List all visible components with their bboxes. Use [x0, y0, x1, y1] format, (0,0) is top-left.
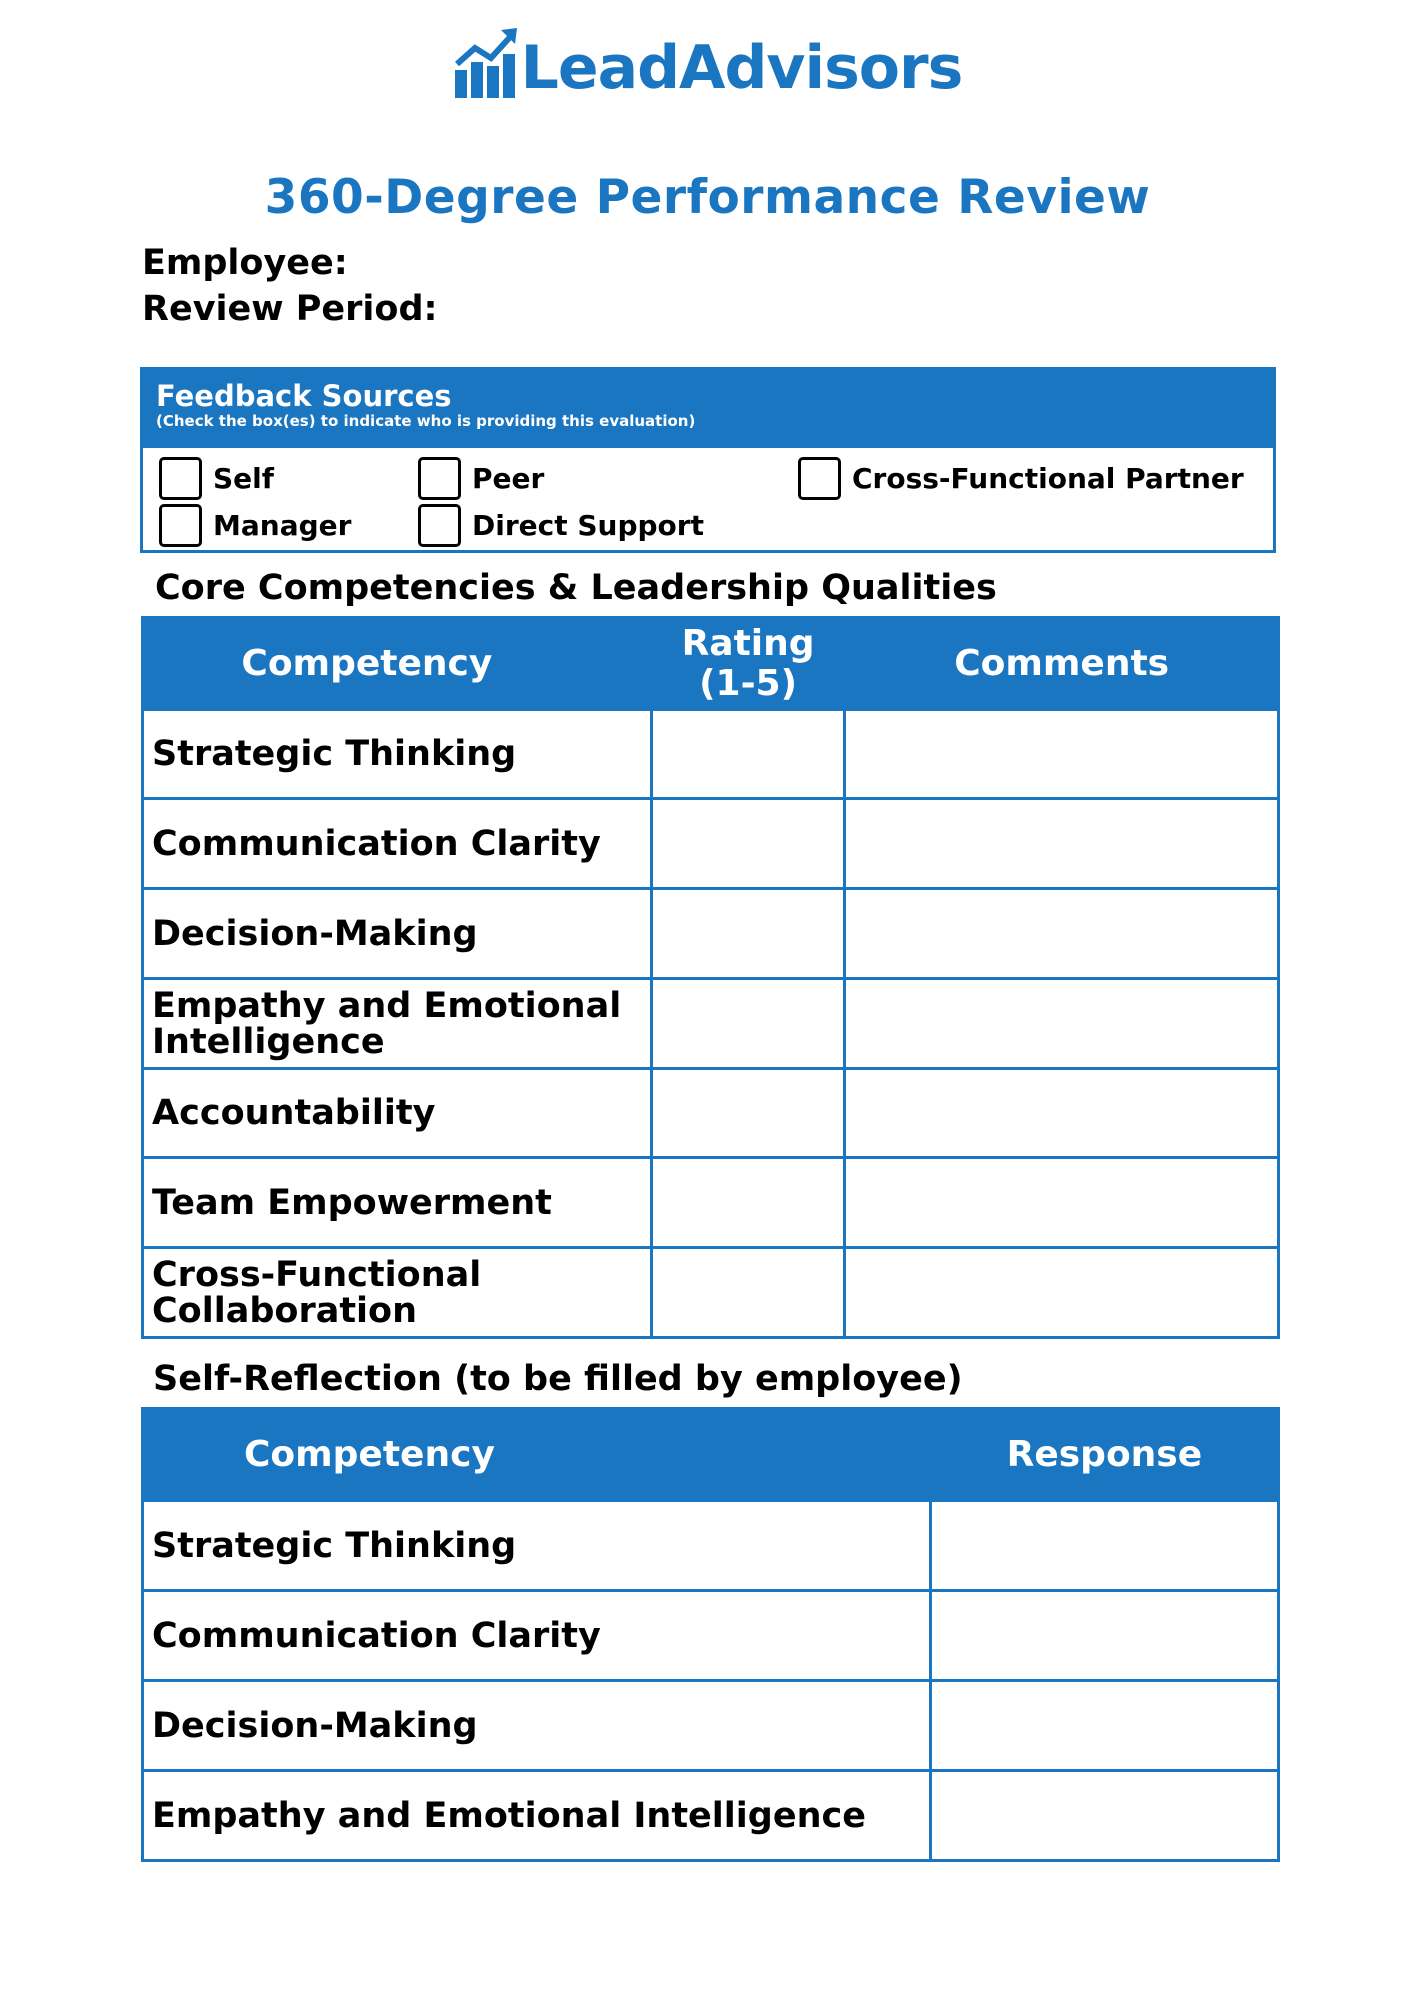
table-row — [143, 1158, 1279, 1248]
competency-label: Accountability — [143, 1069, 652, 1158]
self-reflection-table — [141, 1407, 1280, 1862]
response-cell[interactable] — [930, 1771, 1278, 1861]
competency-label: Strategic Thinking — [143, 710, 652, 799]
rating-cell[interactable] — [651, 799, 845, 889]
rating-cell[interactable] — [651, 710, 845, 799]
competency-label: Decision-Making — [143, 889, 652, 979]
employee-label: Employee: — [142, 243, 348, 283]
feedback-sources-panel — [140, 367, 1276, 553]
checkbox-box[interactable] — [418, 457, 461, 500]
rating-cell[interactable] — [651, 1069, 845, 1158]
logo-text: LeadAdvisors — [520, 33, 963, 103]
table-row — [143, 1069, 1279, 1158]
table-row — [143, 889, 1279, 979]
checkbox-label: Direct Support — [472, 509, 704, 542]
checkbox-label: Peer — [472, 462, 545, 495]
table-row — [143, 1681, 1279, 1771]
checkbox-box[interactable] — [159, 457, 202, 500]
checkbox-label: Cross-Functional Partner — [852, 462, 1244, 495]
rating-cell[interactable] — [651, 979, 845, 1069]
response-cell[interactable] — [930, 1681, 1278, 1771]
competency-label: Strategic Thinking — [143, 1501, 931, 1591]
feedback-sources-title: Feedback Sources — [156, 379, 452, 413]
checkbox-peer[interactable] — [418, 457, 544, 500]
comments-cell[interactable] — [845, 799, 1279, 889]
competency-label: Empathy and Emotional Intelligence — [143, 979, 652, 1069]
checkbox-label: Manager — [213, 509, 352, 542]
response-cell[interactable] — [930, 1501, 1278, 1591]
feedback-sources-note: (Check the box(es) to indicate who is providing this evaluation) — [156, 412, 696, 430]
competency-label: Cross-Functional Collaboration — [143, 1248, 652, 1338]
checkbox-cross-functional-partner[interactable] — [798, 457, 1244, 500]
response-cell[interactable] — [930, 1591, 1278, 1681]
table-header-row — [143, 1409, 1279, 1501]
core-competencies-title: Core Competencies & Leadership Qualities — [155, 568, 997, 608]
competency-label: Communication Clarity — [143, 1591, 931, 1681]
header-rating — [651, 618, 845, 710]
competency-label: Empathy and Emotional Intelligence — [143, 1771, 931, 1861]
feedback-sources-header — [143, 370, 1273, 448]
header-competency: Competency — [143, 618, 652, 710]
checkbox-manager[interactable] — [159, 504, 351, 547]
checkbox-box[interactable] — [798, 457, 841, 500]
table-row — [143, 710, 1279, 799]
header-rating-line1: Rating — [681, 622, 815, 664]
checkbox-box[interactable] — [418, 504, 461, 547]
review-period-label: Review Period: — [142, 289, 438, 329]
header-rating-line2: (1-5) — [699, 662, 798, 704]
page-title: 360-Degree Performance Review — [264, 170, 1151, 225]
table-row — [143, 799, 1279, 889]
comments-cell[interactable] — [845, 1158, 1279, 1248]
logo — [0, 26, 1415, 106]
comments-cell[interactable] — [845, 710, 1279, 799]
rating-cell[interactable] — [651, 889, 845, 979]
competency-label: Team Empowerment — [143, 1158, 652, 1248]
table-header-row — [143, 618, 1279, 710]
table-row — [143, 979, 1279, 1069]
table-row — [143, 1591, 1279, 1681]
header-competency: Competency — [143, 1409, 931, 1501]
checkbox-box[interactable] — [159, 504, 202, 547]
rating-cell[interactable] — [651, 1158, 845, 1248]
table-row — [143, 1248, 1279, 1338]
competency-label: Communication Clarity — [143, 799, 652, 889]
table-row — [143, 1771, 1279, 1861]
self-reflection-title: Self-Reflection (to be filled by employee) — [153, 1359, 963, 1399]
table-row — [143, 1501, 1279, 1591]
comments-cell[interactable] — [845, 979, 1279, 1069]
comments-cell[interactable] — [845, 889, 1279, 979]
header-response: Response — [930, 1409, 1278, 1501]
comments-cell[interactable] — [845, 1248, 1279, 1338]
rating-cell[interactable] — [651, 1248, 845, 1338]
comments-cell[interactable] — [845, 1069, 1279, 1158]
competency-label: Decision-Making — [143, 1681, 931, 1771]
checkbox-self[interactable] — [159, 457, 274, 500]
checkbox-direct-support[interactable] — [418, 504, 704, 547]
bar-chart-arrow-icon — [453, 26, 519, 98]
header-comments: Comments — [845, 618, 1279, 710]
checkbox-label: Self — [213, 462, 274, 495]
core-competencies-table — [141, 616, 1280, 1339]
